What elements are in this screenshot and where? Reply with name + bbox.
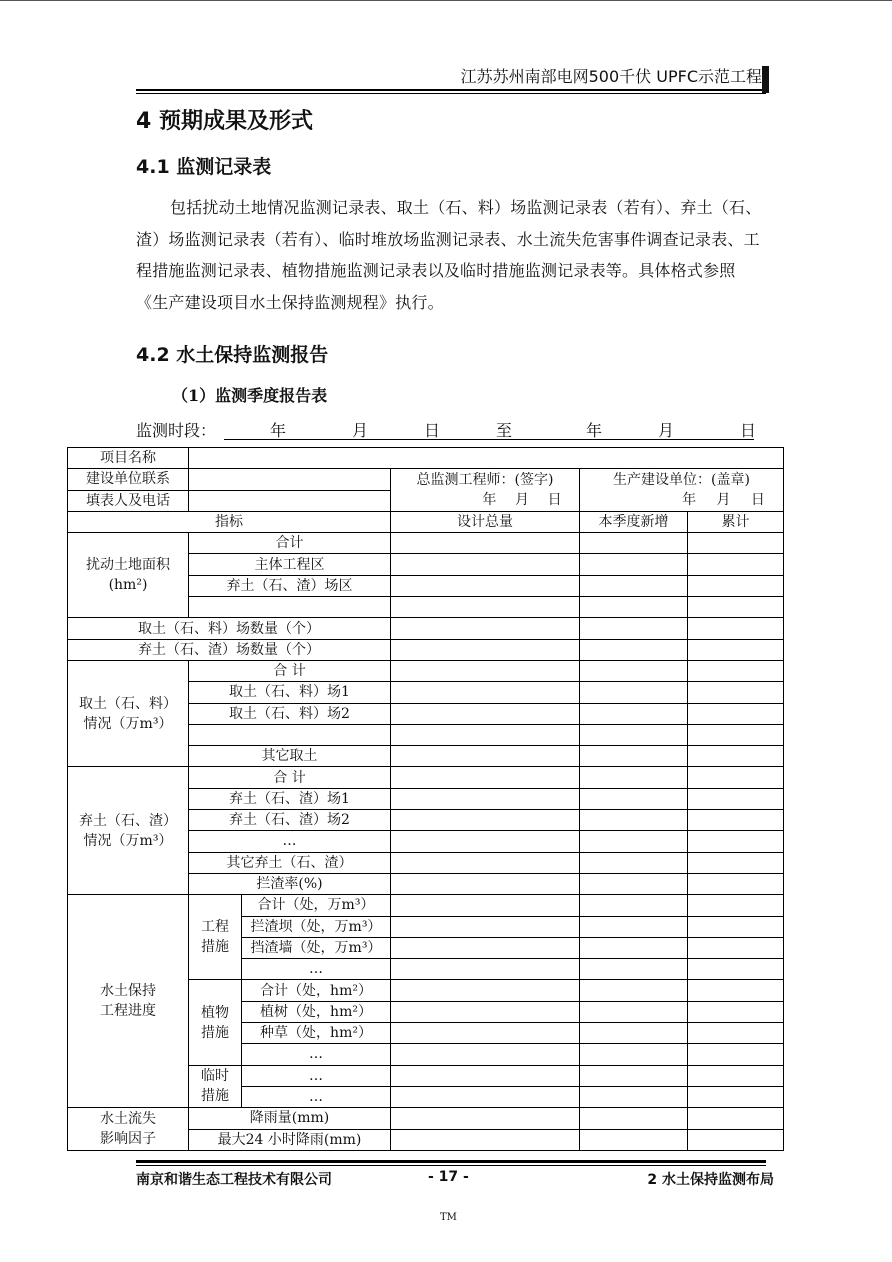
table-row: [68, 767, 784, 788]
sign-month: 月: [514, 492, 529, 509]
row-label: 植树（处，hm²）: [242, 1001, 391, 1022]
table-row: [68, 448, 784, 469]
group-disturbed-area: [68, 533, 189, 618]
table-row: [68, 618, 784, 639]
group-progress: [68, 895, 189, 1108]
subgroup-label: 工程: [201, 919, 229, 936]
row-label: 取土（石、料）场数量（个）: [68, 618, 391, 639]
period-to: 至: [496, 421, 513, 440]
label-project-name: 项目名称: [68, 448, 189, 469]
project-name-value: [189, 448, 784, 469]
group-label-unit: 情况（万m³）: [83, 715, 173, 732]
row-label: …: [242, 1065, 391, 1086]
body-paragraph: 包括扰动土地情况监测记录表、取土（石、料）场监测记录表（若有）、弃土（石、渣）场监测记录表（若有）、临时堆放场监测记录表、水土流失危害事件调查记录表、工程措施监测记录表、植物措施监测记录表以及临时措施监测记录表等。具体格式参照《生产建设项目水土保持监测规程》执行。: [136, 198, 762, 312]
table-header-row: [68, 511, 784, 532]
footer-company: 南京和谐生态工程技术有限公司: [136, 1172, 332, 1188]
row-label: 挡渣墙（处，万m³）: [242, 937, 391, 958]
group-label-line: 扰动土地面积: [86, 557, 170, 574]
chief-engineer-label: 总监测工程师：(签字): [416, 472, 554, 489]
period-month-2: 月: [658, 421, 675, 440]
row-label: 合计（处，万m³）: [242, 895, 391, 916]
subgroup-vegetation: [189, 980, 242, 1065]
subsection-heading-4-1: 4.1 监测记录表: [136, 156, 272, 178]
subgroup-label: 临时: [201, 1068, 229, 1085]
table-row: [68, 1108, 784, 1129]
row-label: 降雨量(mm): [189, 1108, 391, 1129]
row-label: …: [242, 1086, 391, 1107]
header-rule: [136, 89, 766, 91]
prod-unit-label: 生产建设单位：(盖章): [613, 472, 750, 489]
subgroup-label: 植物: [201, 1004, 229, 1021]
sign-day: 日: [547, 492, 562, 509]
section-heading: 4 预期成果及形式: [136, 109, 313, 134]
row-label: 拦渣率(%): [189, 873, 391, 894]
period-year-2: 年: [586, 421, 603, 440]
row-label: …: [189, 831, 391, 852]
table-row: [68, 469, 784, 490]
seal-day: 日: [750, 492, 765, 509]
subgroup-temporary: [189, 1065, 242, 1108]
footer-chapter: 2 水土保持监测布局: [647, 1172, 774, 1188]
footer-rule: [136, 1160, 766, 1163]
col-header-design: 设计总量: [391, 511, 580, 532]
table-row: [68, 533, 784, 554]
footer-rule-thin: [136, 1165, 766, 1166]
row-label: 最大24 小时降雨(mm): [189, 1129, 391, 1150]
row-label: 合 计: [189, 660, 391, 681]
subgroup-label: 措施: [201, 1024, 229, 1041]
period-month-1: 月: [352, 421, 369, 440]
row-label: 其它取土: [189, 746, 391, 767]
row-label: 种草（处，hm²）: [242, 1023, 391, 1044]
group-label-line: 水土流失: [100, 1111, 156, 1127]
period-year-1: 年: [270, 421, 287, 440]
footer-tm-mark: TM: [440, 1212, 457, 1223]
table-row: [68, 639, 784, 660]
running-header: 江苏苏州南部电网500千伏 UPFC示范工程: [460, 67, 762, 86]
col-header-quarter: 本季度新增: [580, 511, 688, 532]
group-borrow: [68, 660, 189, 766]
label-unit-contact: 建设单位联系: [68, 469, 189, 490]
group-label-line: 水土保持: [100, 983, 156, 1000]
table-row: [68, 895, 784, 916]
unit-contact-value: [189, 469, 391, 490]
row-label: 取土（石、料）场1: [189, 682, 391, 703]
top-border: [0, 0, 892, 1]
sign-year: 年: [482, 492, 497, 509]
chief-engineer-cell: [391, 469, 580, 512]
table-row: [68, 660, 784, 681]
row-label: 弃土（石、渣）场区: [189, 575, 391, 596]
period-day-2: 日: [740, 421, 757, 440]
row-label: 拦渣坝（处，万m³）: [242, 916, 391, 937]
row-label: 弃土（石、渣）场2: [189, 810, 391, 831]
row-label: 取土（石、料）场2: [189, 703, 391, 724]
row-label: 合 计: [189, 767, 391, 788]
label-filler: 填表人及电话: [68, 490, 189, 511]
col-header-cumulative: 累计: [688, 511, 784, 532]
group-erosion-factors: [68, 1108, 189, 1151]
subgroup-label: 措施: [201, 1088, 229, 1105]
period-label: 监测时段：: [136, 421, 217, 440]
header-rule-thin: [136, 93, 766, 94]
table-caption: （1）监测季度报告表: [172, 386, 328, 405]
group-label-line: 影响因子: [100, 1131, 156, 1147]
row-label: 其它弃土（石、渣）: [189, 852, 391, 873]
quarterly-report-table: [67, 447, 784, 1151]
group-label-unit: (hm²): [108, 577, 148, 594]
prod-unit-cell: [580, 469, 784, 512]
subsection-heading-4-2: 4.2 水土保持监测报告: [136, 344, 329, 366]
group-label-line: 弃土（石、渣）: [79, 812, 177, 829]
header-block-mark: [762, 66, 769, 93]
filler-value: [189, 490, 391, 511]
row-label: 合计: [189, 533, 391, 554]
group-label-line: 取土（石、料）: [79, 695, 177, 712]
seal-year: 年: [682, 492, 697, 509]
seal-month: 月: [716, 492, 731, 509]
period-underline: [224, 439, 754, 440]
subgroup-engineering: [189, 895, 242, 980]
footer-page-number: - 17 -: [428, 1169, 469, 1185]
group-label-line: 工程进度: [100, 1003, 156, 1020]
group-spoil: [68, 767, 189, 895]
row-label: …: [242, 1044, 391, 1065]
subgroup-label: 措施: [201, 939, 229, 956]
monitoring-period: [136, 418, 757, 441]
period-day-1: 日: [424, 421, 441, 440]
group-label-unit: 情况（万m³）: [83, 832, 173, 849]
row-label: …: [242, 959, 391, 980]
row-label: 弃土（石、渣）场1: [189, 788, 391, 809]
row-label: 主体工程区: [189, 554, 391, 575]
row-label: 弃土（石、渣）场数量（个）: [68, 639, 391, 660]
row-label: 合计（处，hm²）: [242, 980, 391, 1001]
col-header-index: 指标: [68, 511, 391, 532]
